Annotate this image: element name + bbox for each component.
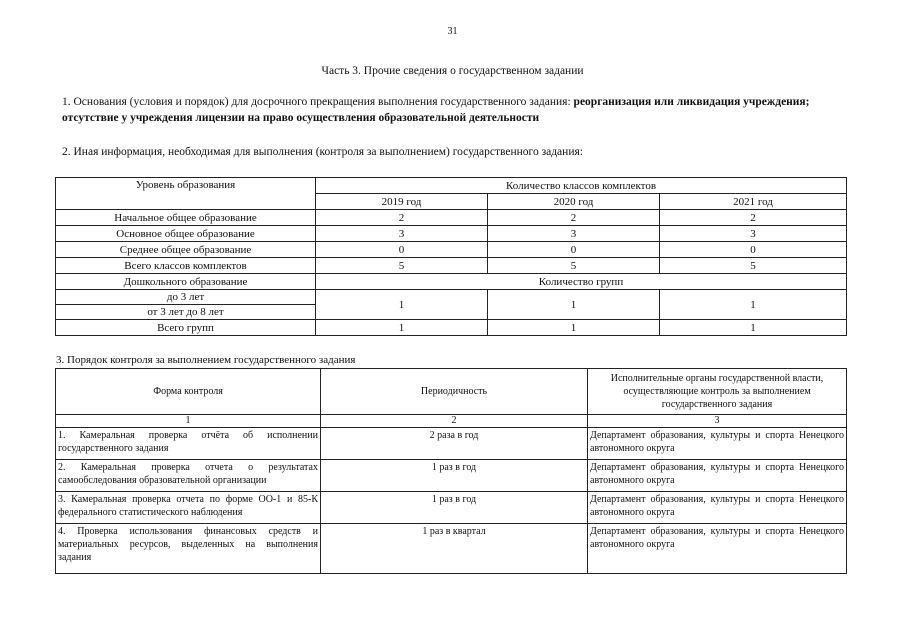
control-heading: 3. Порядок контроля за выполнением государственного задания [56,354,356,366]
header-form: Форма контроля [56,369,321,415]
cell-value: 3 [316,226,488,242]
control-period: 1 раз в год [321,492,588,524]
cell-value: 1 [488,290,660,320]
cell-value: 1 [660,320,847,336]
total-groups-label: Всего групп [56,320,316,336]
row-label: Начальное общее образование [56,210,316,226]
table-row [56,258,847,274]
age-3-to-8: от 3 лет до 8 лет [56,305,316,320]
control-period: 1 раз в квартал [321,524,588,574]
year-2020: 2020 год [488,194,660,210]
cell-value: 1 [316,320,488,336]
classes-header: Количество классов комплектов [316,178,847,194]
control-organ: Департамент образования, культуры и спорта Ненецкого автономного округа [588,428,847,460]
header-period: Периодичность [321,369,588,415]
table-row [56,242,847,258]
cell-value: 2 [660,210,847,226]
table-row [56,210,847,226]
cell-value: 5 [660,258,847,274]
cell-value: 1 [660,290,847,320]
row-label: Основное общее образование [56,226,316,242]
control-organ: Департамент образования, культуры и спорта Ненецкого автономного округа [588,492,847,524]
control-form: 2. Камеральная проверка отчета о результатах самообследования образовательной организации [56,460,321,492]
control-organ: Департамент образования, культуры и спорта Ненецкого автономного округа [588,524,847,574]
cell-value: 1 [316,290,488,320]
table-row [56,492,847,524]
cell-value: 0 [488,242,660,258]
column-number: 2 [321,415,588,428]
row-label: Всего классов комплектов [56,258,316,274]
control-period: 2 раза в год [321,428,588,460]
table-row [56,428,847,460]
cell-value: 5 [316,258,488,274]
grounds-prefix: 1. Основания (условия и порядок) для досрочного прекращения выполнения государственного задания: [62,96,574,108]
control-form: 1. Камеральная проверка отчёта об исполнении государственного задания [56,428,321,460]
control-procedure-table [55,368,847,574]
control-organ: Департамент образования, культуры и спорта Ненецкого автономного округа [588,460,847,492]
control-period: 1 раз в год [321,460,588,492]
cell-value: 3 [488,226,660,242]
other-info-heading: 2. Иная информация, необходимая для выполнения (контроля за выполнением) государственного задания: [62,146,583,158]
table-row [56,460,847,492]
preschool-header: Дошкольного образование [56,274,316,290]
year-2019: 2019 год [316,194,488,210]
control-form: 4. Проверка использования финансовых средств и материальных ресурсов, выделенных на выполнения задания [56,524,321,574]
education-levels-table [55,177,847,336]
cell-value: 0 [316,242,488,258]
column-number: 1 [56,415,321,428]
table-row [56,320,847,336]
cell-value: 1 [488,320,660,336]
row-label: Среднее общее образование [56,242,316,258]
year-2021: 2021 год [660,194,847,210]
groups-header: Количество групп [316,274,847,290]
grounds-reasons: реорганизация или ликвидация учреждения; отсутствие у учреждения лицензии на право осуществления образовательной деятельности [62,96,810,124]
cell-value: 2 [488,210,660,226]
part-title: Часть 3. Прочие сведения о государственном задании [321,65,584,77]
cell-value: 3 [660,226,847,242]
level-header: Уровень образования [56,178,316,210]
cell-value: 0 [660,242,847,258]
cell-value: 5 [488,258,660,274]
column-number: 3 [588,415,847,428]
age-under-3: до 3 лет [56,290,316,305]
cell-value: 2 [316,210,488,226]
control-form: 3. Камеральная проверка отчета по форме ОО-1 и 85-К федерального статистического наблюдения [56,492,321,524]
table-row [56,226,847,242]
page-number: 31 [447,26,458,37]
table-row [56,524,847,574]
header-organ: Исполнительные органы государственной власти, осуществляющие контроль за выполнением государственного задания [588,369,847,415]
early-termination-grounds [62,94,852,126]
